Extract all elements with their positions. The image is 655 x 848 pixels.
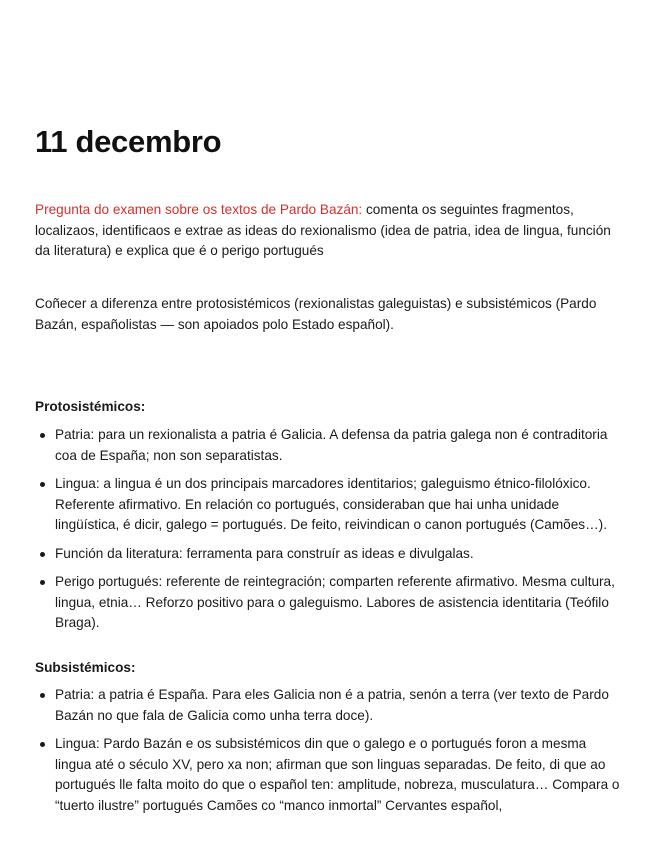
list-item-text: Lingua: a lingua é un dos principais marcadores identitarios; galeguismo étnico-filolóxico. Referente afirmativo. En relación co portugués, consideraban que hai unha unidade lingüística, é dicir, galego = portugués. De feito, reivindican o canon portugués (Camões…). (55, 476, 607, 532)
list-item (35, 572, 620, 634)
list-item (35, 474, 620, 536)
bullet-icon (40, 433, 45, 438)
list-item-text: Patria: a patria é España. Para eles Galicia non é a patria, senón a terra (ver texto de Pardo Bazán no que fala de Galicia como unha terra doce). (55, 687, 609, 723)
list-item (35, 685, 620, 726)
subsistemicos-heading: Subsistémicos: (35, 660, 136, 675)
bullet-icon (40, 580, 45, 585)
list-item-text: Patria: para un rexionalista a patria é Galicia. A defensa da patria galega non é contraditoria coa de España; non son separatistas. (55, 427, 608, 463)
exam-question-highlight: Pregunta do examen sobre os textos de Pardo Bazán: (35, 202, 363, 217)
protosistemicos-list (35, 425, 620, 642)
list-item-text: Lingua: Pardo Bazán e os subsistémicos din que o galego e o portugués foron a mesma lingua até o século XV, pero xa non; afirman que son linguas separadas. De feito, di que ao portugués lle falta moito do que o español ten: amplitude, nobreza, musculatura… Compara o “tuerto ilustre” portugués Camões co “manco inmortal” Cervantes español, (55, 736, 620, 813)
bullet-icon (40, 693, 45, 698)
subsistemicos-list (35, 685, 620, 824)
list-item (35, 425, 620, 466)
protosistemicos-heading: Protosistémicos: (35, 399, 146, 414)
bullet-icon (40, 552, 45, 557)
bullet-icon (40, 482, 45, 487)
difference-paragraph: Coñecer a diferenza entre protosistémicos (rexionalistas galeguistas) e subsistémicos (Pardo Bazán, españolistas — son apoiados polo Estado español). (35, 296, 597, 332)
list-item-text: Función da literatura: ferramenta para construír as ideas e divulgalas. (55, 545, 474, 561)
list-item (35, 734, 620, 816)
bullet-icon (40, 742, 45, 747)
list-item (35, 544, 620, 565)
exam-question-text: comenta os seguintes fragmentos, localizaos, identificaos e extrae as ideas do rexionalismo (idea de patria, idea de lingua, función da literatura) e explica que é o perigo portugués (35, 202, 611, 258)
list-item-text: Perigo portugués: referente de reintegración; comparten referente afirmativo. Mesma cultura, lingua, etnia… Reforzo positivo para o galeguismo. Labores de asistencia identitaria (Teófilo Braga). (55, 574, 615, 630)
page-title: 11 decembro (35, 124, 222, 159)
exam-question-paragraph (35, 200, 620, 262)
